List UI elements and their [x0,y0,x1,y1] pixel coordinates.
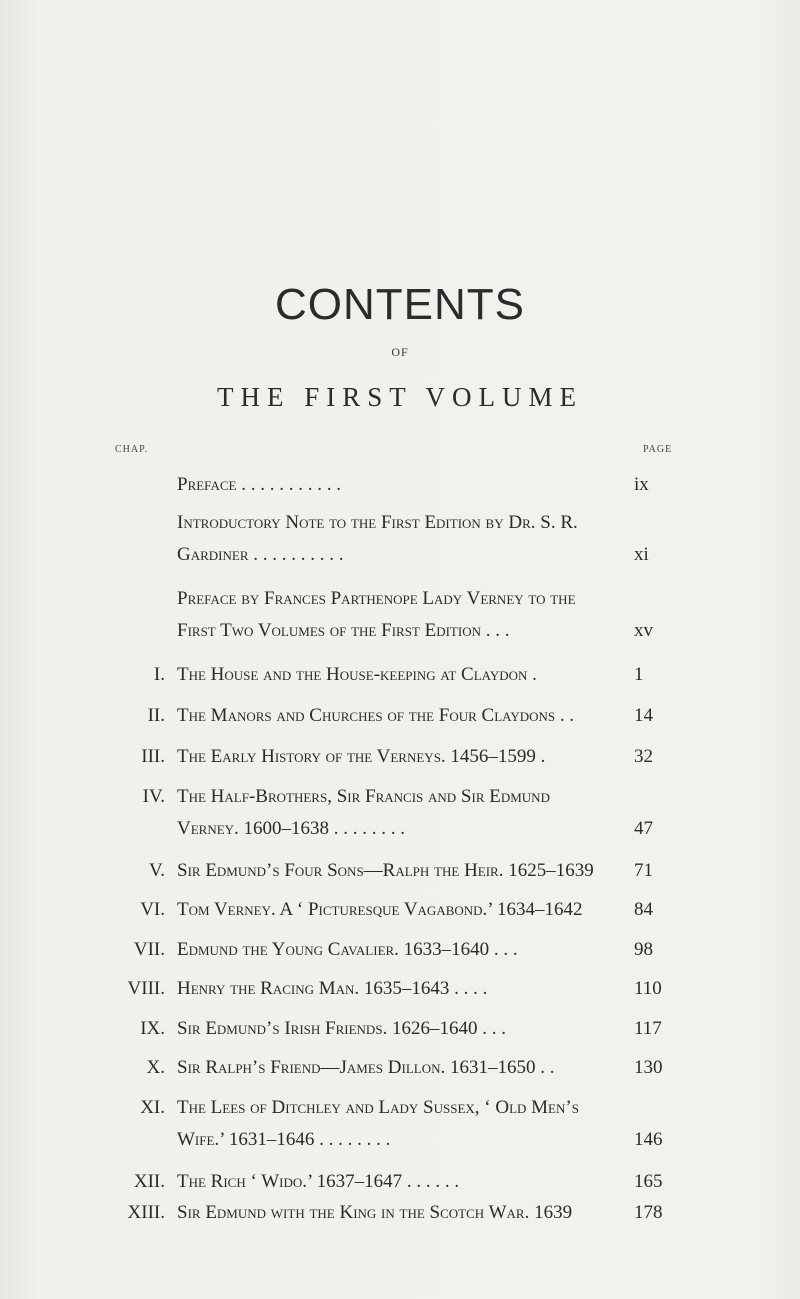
chapter-title-continued: First Two Volumes of the First Edition . . . [177,620,510,641]
page-number: 32 [634,746,653,767]
chapter-number: IV. [142,786,165,807]
chapter-column-header: CHAP. [115,444,149,455]
chapter-title: Introductory Note to the First Edition by Dr. S. R. [177,512,578,533]
page-column-header: PAGE [643,444,673,455]
chapter-number: XII. [133,1171,165,1192]
page-number: 14 [634,705,653,726]
page-number: 47 [634,818,653,839]
chapter-number: II. [147,705,165,726]
page-number: ix [634,474,649,495]
chapter-title: The Manors and Churches of the Four Claydons . . [177,705,575,726]
chapter-title: Sir Edmund’s Four Sons—Ralph the Heir. 1625–1639 [177,860,594,881]
chapter-title: Tom Verney. A ‘ Picturesque Vagabond.’ 1634–1642 [177,899,583,920]
chapter-number: X. [146,1057,165,1078]
chapter-title: Preface by Frances Parthenope Lady Verney to the [177,588,576,609]
chapter-title-continued: Verney. 1600–1638 . . . . . . . . [177,818,406,839]
title-connector: OF [391,345,409,359]
chapter-number: VI. [140,899,165,920]
chapter-title: Sir Ralph’s Friend—James Dillon. 1631–1650 . . [177,1057,555,1078]
page-subtitle: THE FIRST VOLUME [216,382,584,412]
chapter-number: VII. [133,939,165,960]
page-number: 146 [634,1129,663,1150]
page-number: 71 [634,860,653,881]
chapter-number: I. [153,664,165,685]
chapter-title-continued: Gardiner . . . . . . . . . . [177,544,344,565]
chapter-number: III. [141,746,165,767]
chapter-title: Sir Edmund’s Irish Friends. 1626–1640 . . . [177,1018,507,1039]
chapter-title: Edmund the Young Cavalier. 1633–1640 . . . [177,939,518,960]
page-number: 84 [634,899,653,920]
chapter-number: XIII. [127,1202,165,1223]
page-number: 178 [634,1202,663,1223]
page-number: xv [634,620,653,641]
page-number: 130 [634,1057,663,1078]
chapter-title: The Rich ‘ Wido.’ 1637–1647 . . . . . . [177,1171,460,1192]
chapter-title-continued: Wife.’ 1631–1646 . . . . . . . . [177,1129,391,1150]
page-title: CONTENTS [275,280,525,329]
page-number: 98 [634,939,653,960]
page-number: 117 [634,1018,662,1039]
chapter-title: Preface . . . . . . . . . . . [177,474,341,495]
chapter-title: Sir Edmund with the King in the Scotch War. 1639 [177,1202,573,1223]
chapter-title: The Half-Brothers, Sir Francis and Sir Edmund [177,786,550,807]
chapter-number: VIII. [127,978,165,999]
chapter-title: Henry the Racing Man. 1635–1643 . . . . [177,978,488,999]
page-number: xi [634,544,649,565]
chapter-number: IX. [140,1018,165,1039]
page-number: 1 [634,664,644,685]
chapter-title: The Lees of Ditchley and Lady Sussex, ‘ Old Men’s [177,1097,579,1118]
page-number: 110 [634,978,662,999]
chapter-title: The Early History of the Verneys. 1456–1599 . [177,746,546,767]
chapter-number: V. [148,860,165,881]
page-number: 165 [634,1171,663,1192]
chapter-title: The House and the House-keeping at Claydon . [177,664,537,685]
chapter-number: XI. [140,1097,165,1118]
